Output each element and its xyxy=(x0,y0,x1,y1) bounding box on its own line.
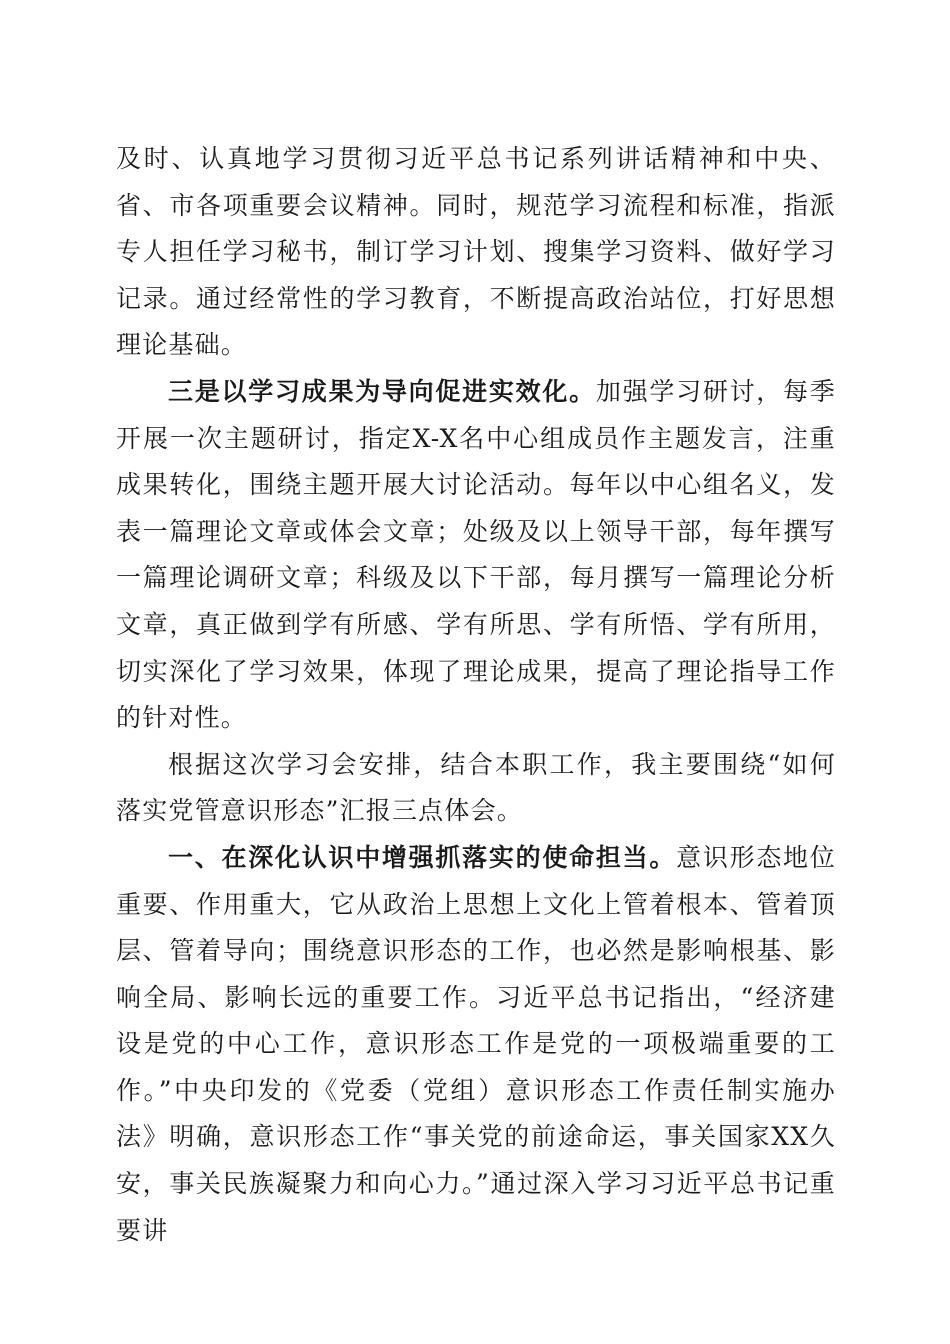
paragraph-text: 根据这次学习会安排，结合本职工作，我主要围绕“如何落实党管意识形态”汇报三点体会。 xyxy=(116,749,836,826)
paragraph-section-one xyxy=(116,835,836,1254)
paragraph-text: 意识形态地位重要、作用重大，它从政治上思想上文化上管着根本、管着顶层、管着导向；围绕意识形态的工作，也必然是影响根基、影响全局、影响长远的重要工作。习近平总书记指出，“经济建设是党的中心工作，意识形态工作是党的一项极端重要的工作。”中央印发的《党委（党组）意识形态工作责任制实施办法》明确，意识形态工作“事关党的前途命运，事关国家XX久安，事关民族凝聚力和向心力。”通过深入学习习近平总书记重要讲 xyxy=(116,842,836,1245)
document-page xyxy=(116,136,836,1254)
paragraph-point-three xyxy=(116,369,836,742)
paragraph-heading: 三是以学习成果为导向促进实效化。 xyxy=(168,376,596,406)
section-heading: 一、在深化认识中增强抓落实的使命担当。 xyxy=(168,842,677,872)
paragraph-text: 及时、认真地学习贯彻习近平总书记系列讲话精神和中央、省、市各项重要会议精神。同时，规范学习流程和标准，指派专人担任学习秘书，制订学习计划、搜集学习资料、做好学习记录。通过经常性的学习教育，不断提高政治站位，打好思想理论基础。 xyxy=(116,144,836,360)
paragraph-transition xyxy=(116,742,836,835)
paragraph-text: 加强学习研讨，每季开展一次主题研讨，指定X-X名中心组成员作主题发言，注重成果转化，围绕主题开展大讨论活动。每年以中心组名义，发表一篇理论文章或体会文章；处级及以上领导干部，每年撰写一篇理论调研文章；科级及以下干部，每月撰写一篇理论分析文章，真正做到学有所感、学有所思、学有所悟、学有所用，切实深化了学习效果，体现了理论成果，提高了理论指导工作的针对性。 xyxy=(116,376,836,733)
paragraph-continuation xyxy=(116,136,836,369)
